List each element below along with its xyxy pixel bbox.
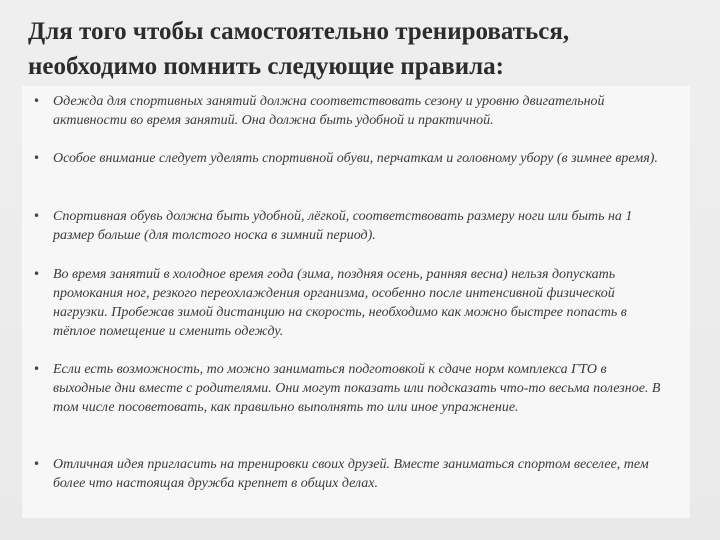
rule-text: Спортивная обувь должна быть удобной, лёгкой, соответствовать размеру ноги или быть на 1 размер больше (для толстого носка в зимний период). [53,209,633,243]
rule-text: Во время занятий в холодное время года (зима, поздняя осень, ранняя весна) нельзя допускать промокания ног, резкого переохлаждения организма, особенно после интенсивной физической нагрузки. Пробежав зимой дистанцию на скорость, необходимо как можно быстрее попасть в тёплое помещение и сменить одежду. [53,267,627,339]
bullet-icon: • [33,362,41,376]
rule-text: Если есть возможность, то можно заниматься подготовкой к сдаче норм комплекса ГТО в выходные дни вместе с родителями. Они могут показать или подсказать что-то весьма полезное. В том числе посоветовать, как правильно выполнять то или иное упражнение. [53,362,661,415]
bullet-icon: • [33,94,41,108]
rule-text: Одежда для спортивных занятий должна соответствовать сезону и уровню двигательной активности во время занятий. Она должна быть удобной и практичной. [53,94,605,128]
bullet-icon: • [33,209,41,223]
bullet-icon: • [33,457,41,471]
rule-text: Особое внимание следует уделять спортивной обуви, перчаткам и головному убору (в зимнее время). [53,151,658,166]
bullet-icon: • [33,151,41,165]
bullet-icon: • [33,267,41,281]
rules-panel [22,86,690,518]
slide-title: Для того чтобы самостоятельно тренироваться, необходимо помнить следующие правила: [28,18,570,80]
rule-text: Отличная идея пригласить на тренировки своих друзей. Вместе заниматься спортом веселее, тем более что настоящая дружба крепнет в общих делах. [53,457,649,491]
